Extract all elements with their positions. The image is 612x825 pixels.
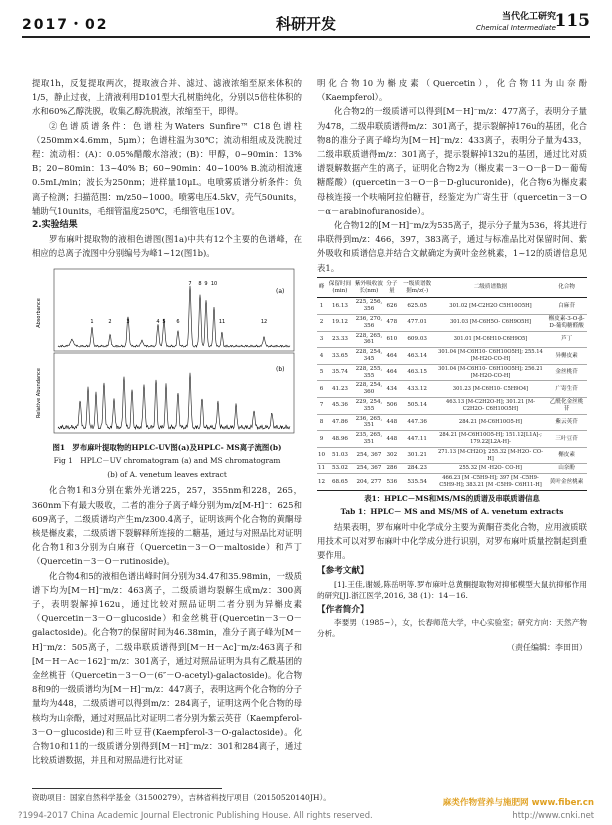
author-heading: 【作者简介】 (317, 604, 369, 615)
table-cell: 204, 277 (354, 474, 384, 491)
panel-b-frame (54, 353, 294, 433)
panel-a-frame (54, 269, 294, 351)
table-cell: 11 (317, 464, 326, 474)
figure-caption-en-1: Fig 1 HPLC－UV chromatogram (a) and MS chromatogram (53, 456, 281, 466)
paragraph: 化合物1和3分别在紫外光谱225，257，355nm和228，265，360nm下有最大吸收，二者的准分子离子峰分别为m/z[M-H]⁻：625和609离子，二级质谱均产生m/z300.4离子，证明该两个化合物的黄酮母核是槲皮素，二级质谱下裂解释所连接的二糖基，通过与对照品比对证明化合物1和3分别为白麻苷（Quercetin－3－O－maltoside）和芦丁（Quercetin－3－O－rutinoside)。 (32, 485, 302, 567)
table-header-cell: 分子量 (384, 277, 399, 298)
cnki-link[interactable]: http://www.cnki.net (512, 810, 594, 820)
peak-label: 11 (218, 318, 226, 325)
table-cell: 12 (317, 474, 326, 491)
peak-label: 4 (156, 318, 160, 325)
table-row (317, 431, 587, 448)
table-caption-cn: 表1：HPLC－MS和MS/MS的质谱及串联质谱信息 (364, 493, 540, 503)
table-cell: 448 (384, 414, 399, 431)
table-row (317, 331, 587, 348)
table-header-cell: 峰 (317, 277, 326, 298)
reference-item: [1].王佳,谢媛,陈岳明等.罗布麻叶总黄酮提取物对抑郁模型大鼠抗抑郁作用的研究[J].浙江医学,2016, 38 (1)：14－16. (317, 579, 587, 600)
table-cell: 23.33 (326, 331, 354, 348)
table-cell: 301.23 [M-C6H10- C5H9O4] (435, 381, 546, 398)
peak-label: 1 (90, 318, 94, 325)
paragraph: 结果表明，罗布麻叶中化学成分主要为黄酮苷类化合物，应用液质联用技术可以对罗布麻叶中化学成分进行识别，对罗布麻叶质量控制起到重要作用。 (317, 521, 587, 561)
table-cell: 236, 270, 356 (354, 315, 384, 332)
table-cell: 301.04 [M-C6H10- C6H10O5H]; 255.14 [M-H2O-CO-H] (435, 348, 546, 365)
table-cell: 625.05 (400, 298, 435, 315)
page-header (22, 10, 590, 60)
footnote-rule (32, 788, 222, 789)
table-cell: 1 (317, 298, 326, 315)
copyright-notice: ?1994-2017 China Academic Journal Electronic Publishing House. All rights reserved. (18, 810, 373, 820)
table-cell: 463.13 [M-C2H2O-H]; 301.21 [M-C2H2O- C6H10O5H] (435, 398, 546, 415)
table-cell: 301.02 [M-C2H2O C5H10O5H] (435, 298, 546, 315)
table-row (317, 464, 587, 474)
table-cell: 山奈酚 (546, 464, 587, 474)
section-heading: 2.实验结果 (32, 220, 78, 231)
table-cell: 464 (384, 348, 399, 365)
table-cell: 609.03 (400, 331, 435, 348)
table-cell: 41.23 (326, 381, 354, 398)
table-cell: 53.02 (326, 464, 354, 474)
table-cell: 464 (384, 364, 399, 381)
section-title: 科研开发 (275, 15, 336, 33)
left-column (32, 76, 302, 767)
peak-label: 8 (198, 280, 202, 287)
table-cell: 463.14 (400, 348, 435, 365)
panel-a-label: (a) (276, 287, 285, 295)
table-cell: 301.01 [M-C6H10-C6H9O5] (435, 331, 546, 348)
paragraph: 化合物12的[M－H]⁻m/z为535离子，提示分子量为536，将其进行串联得到m/z：466，397，383离子，通过与标准品比对保留时间、紫外吸收和质谱信息并结合文献确定为黄叶金丝桃素，1~12的质谱信息见表1。 (317, 220, 587, 273)
table-cell: 271.13 [M-CH2O]; 255.32 [M-H2O- CO-H] (435, 447, 546, 464)
paragraph: ②色谱质谱条件：色谱柱为Waters Sunfire™ C18色谱柱（250mm×4.6mm，5μm）；色谱柱温为30℃；流动相组成及洗脱过程：流动相：(A)：0.05%醋酸水溶液；(B)：甲醇，0~90min：13% B；20~80min：13~40% B；60~90min：40~100% B.流动相流速0.5mL/min；波长为250nm；进样量10μL。电喷雾质谱分析条件：负离子检测；扫描范围：m/z50~1000。喷雾电压4.5kV，壳气50units，辅助气10units，毛细管温度250℃，毛细管电压10V。 (32, 120, 302, 216)
table-header-cell: 化合物 (546, 277, 587, 298)
table-cell: 505.14 (400, 398, 435, 415)
table-cell: 51.03 (326, 447, 354, 464)
peak-label: 7 (188, 280, 192, 287)
journal-name-cn: 当代化工研究 (501, 12, 556, 22)
table-cell: 536 (384, 474, 399, 491)
table-row (317, 315, 587, 332)
author-bio: 李要男（1985~），女，长春师范大学，中心实验室；研究方向：天然产物分析。 (317, 617, 587, 638)
table-cell: 463.15 (400, 364, 435, 381)
peak-labels (90, 281, 267, 325)
table-header-cell: 紫外吸收波长(nm) (354, 277, 384, 298)
table-cell: 三叶豆苷 (546, 431, 587, 448)
table-cell: 2 (317, 315, 326, 332)
table-header-cell: 二级质谱数据 (435, 277, 546, 298)
table-cell: 433.12 (400, 381, 435, 398)
peak-label: 3 (126, 318, 130, 325)
peak-label: 12 (260, 318, 268, 325)
table-cell: 槲皮素-3-O-β-D-葡萄糖醛酸 (546, 315, 587, 332)
figure-caption-en-2: (b) of A. venetum leaves extract (107, 469, 227, 479)
paragraph: 化合物2的一级质谱可以得到[M－H]⁻m/z：477离子，表明分子量为478，二级串联质谱得m/z：301离子，提示裂解掉176u的基团，化合物8的准分子离子峰均为[M－H]⁻m/z：433离子，表明分子量为433，二级串联质谱得m/z：301离子，提示裂解掉132u的基团，通过比对质谱裂解数据产生的离子，证明化合物2为（槲皮素－3－O－β－D－葡萄糖醛酸）(quercetin－3－O－β－D-glucuronide)，化合物6为槲皮素母核连接一个呋喃阿拉伯糖苷，经鉴定为广寄生苷（quercetin－3－O－α－arabinofuranoside）。 (317, 106, 587, 216)
table-cell: 35.74 (326, 364, 354, 381)
table-row (317, 447, 587, 464)
table-cell: 284.21 [M-C6H10O5-H] (435, 414, 546, 431)
table-cell: 乙酰化金丝桃苷 (546, 398, 587, 415)
table-cell: 284.21 [M-C6H10O5-H]; 151.12[L1A]-; 179.22[L2A-H]- (435, 431, 546, 448)
paragraph: 明化合物10为槲皮素（Quercetin），化合物11为山奈酚（Kaempferol）。 (317, 78, 587, 103)
table-cell: 478 (384, 315, 399, 332)
table-cell: 228, 254, 345 (354, 348, 384, 365)
page-footer (18, 810, 594, 820)
table-cell: 228, 255, 355 (354, 364, 384, 381)
table-cell: 10 (317, 447, 326, 464)
table-cell: 302 (384, 447, 399, 464)
funding-note: 资助项目：国家自然科学基金（31500279），吉林省科技厅项目（20150520140JH）。 (32, 793, 331, 802)
table-cell: 228, 265, 361 (354, 331, 384, 348)
table-header-cell: 保留时间(min) (326, 277, 354, 298)
table-cell: 8 (317, 414, 326, 431)
table-row (317, 414, 587, 431)
table-row (317, 348, 587, 365)
peak-label: 9 (204, 280, 208, 287)
chromatogram-figure (32, 265, 302, 437)
table-cell: 紫云英苷 (546, 414, 587, 431)
peak-label: 2 (108, 318, 112, 325)
responsible-editor: （责任编辑：李田田） (507, 642, 587, 652)
table-cell: 33.65 (326, 348, 354, 365)
table-header-row (317, 277, 587, 298)
chromatogram-trace (58, 286, 290, 347)
watermark: 麻类作物营养与施肥网 www.fiber.cn (442, 798, 594, 808)
table-cell: 447.11 (400, 431, 435, 448)
table-cell: 301.03 [M-C6H5O- C6H9O5H] (435, 315, 546, 332)
page-number: 115 (554, 11, 590, 31)
panel-b-label: (b) (276, 365, 285, 373)
peak-label: 6 (176, 318, 180, 325)
table-cell: 4 (317, 348, 326, 365)
ms-data-table (317, 277, 587, 491)
table-cell: 228, 254, 360 (354, 381, 384, 398)
table-header-cell: 一级质谱数据m/z(-) (400, 277, 435, 298)
references-heading: 【参考文献】 (317, 566, 369, 577)
right-column (317, 76, 587, 655)
table-cell: 芦丁 (546, 331, 587, 348)
table-cell: 236, 265, 351 (354, 414, 384, 431)
table-cell: 535.54 (400, 474, 435, 491)
table-cell: 284.23 (400, 464, 435, 474)
table-cell: 槲皮素 (546, 447, 587, 464)
paragraph: 化合物4和5的液相色谱出峰时间分别为34.47和35.98min，一级质谱下均为[M－H]⁻m/z：463离子，二级质谱均裂解生成m/z：300离子，表明裂解掉162u，通过比较对照品证明二者分别为异槲皮素（Quercetin－3－O－glucoside）和金丝桃苷(Quercetin－3－O－galactoside)。化合物7的保留时间为46.38min，准分子离子峰为[M－H]⁻m/z：505离子，二级串联质谱得到[M－H－Ac]⁻m/z:463离子和[M－H－Ac－162]⁻m/z：301离子，通过对照品证明为具有乙酰基团的金丝桃苷（Quercetin－3－O－(6″－O-acetyl)-galactoside)。化合物8和9的一级质谱均为[M－H]⁻m/z：447离子，表明这两个化合物的分子量均为448，二级质谱可以得到m/z：284离子，证明这两个化合物的母核均为山奈酚，通过对照品比对证明二者分别为紫云英苷（Kaempferol-3－O－glucoside)和三叶豆苷(Kaempferol-3－O-galactoside)。化合物10和11的一级质谱分别得到[M－H]⁻m/z：301和284离子，通过比较质谱数据，并且和对照品进行比对证 (32, 570, 302, 766)
table-row (317, 398, 587, 415)
panel-b-ylabel: Relative Abundance (36, 367, 42, 418)
panel-a-ylabel: Absorbance (36, 297, 42, 328)
chromatogram-trace (58, 372, 290, 428)
header-rule (22, 36, 590, 38)
table-cell: 254, 367 (354, 464, 384, 474)
table-cell: 金丝桃苷 (546, 364, 587, 381)
table-cell: 255.32 [M -H2O- CO-H] (435, 464, 546, 474)
table-cell: 45.36 (326, 398, 354, 415)
table-cell: 626 (384, 298, 399, 315)
table-cell: 477.01 (400, 315, 435, 332)
table-cell: 448 (384, 431, 399, 448)
table-cell: 225, 256, 356 (354, 298, 384, 315)
table-cell: 466.23 [M -C5H9-H]; 397 [M -C5H9-C5H9-H]; 383.21 [M -C5H9- C6H11-H] (435, 474, 546, 491)
table-cell: 7 (317, 398, 326, 415)
table-row (317, 364, 587, 381)
journal-name-en: Chemical Intermediate (476, 24, 556, 32)
figure-1 (32, 265, 302, 441)
table-row (317, 381, 587, 398)
table-cell: 白麻苷 (546, 298, 587, 315)
peak-label: 5 (162, 318, 166, 325)
table-caption-en: Tab 1：HPLC－ MS and MS/MS of A. venetum extracts (340, 507, 564, 517)
table-cell: 47.86 (326, 414, 354, 431)
table-cell: 229, 254, 355 (354, 398, 384, 415)
peak-label: 10 (210, 280, 218, 287)
table-row (317, 298, 587, 315)
issue-date: 2017・02 (22, 17, 109, 33)
paragraph: 提取1h，反复提取两次，提取液合并、滤过、滤液浓缩至原来体积的1/5，静止过夜，上清液利用D101型大孔树脂纯化，分别以5倍柱体积的水和60%乙醇洗脱，收集乙醇洗脱液，浓缩至干，即得。 (32, 78, 302, 117)
table-cell: 235, 265, 351 (354, 431, 384, 448)
journal-name (476, 12, 556, 34)
table-cell: 9 (317, 431, 326, 448)
table-cell: 异槲皮素 (546, 348, 587, 365)
table-row (317, 474, 587, 491)
figure-caption-cn: 图1 罗布麻叶提取物的HPLC-UV图(a)及HPLC- MS离子流图(b) (52, 442, 282, 452)
trace-b (58, 372, 290, 428)
paragraph: 罗布麻叶提取物的液相色谱图(图1a)中共有12个主要的色谱峰，在相应的总离子流图中分别编号为峰1~12(图1b)。 (32, 234, 302, 259)
table-cell: 286 (384, 464, 399, 474)
table-cell: 16.13 (326, 298, 354, 315)
table-cell: 506 (384, 398, 399, 415)
table-cell: 黄叶金丝桃素 (546, 474, 587, 491)
table-cell: 广寄生苷 (546, 381, 587, 398)
table-cell: 301.21 (400, 447, 435, 464)
table-cell: 610 (384, 331, 399, 348)
table-cell: 434 (384, 381, 399, 398)
table-cell: 5 (317, 364, 326, 381)
table-cell: 6 (317, 381, 326, 398)
table-body (317, 298, 587, 490)
table-cell: 3 (317, 331, 326, 348)
table-cell: 19.12 (326, 315, 354, 332)
table-cell: 447.36 (400, 414, 435, 431)
table-cell: 301.04 [M-C6H10- C6H10O5H]; 256.21 [M-H2O-CO-H] (435, 364, 546, 381)
trace-a (58, 286, 290, 347)
table-cell: 68.65 (326, 474, 354, 491)
table-cell: 48.96 (326, 431, 354, 448)
table-cell: 254, 367 (354, 447, 384, 464)
